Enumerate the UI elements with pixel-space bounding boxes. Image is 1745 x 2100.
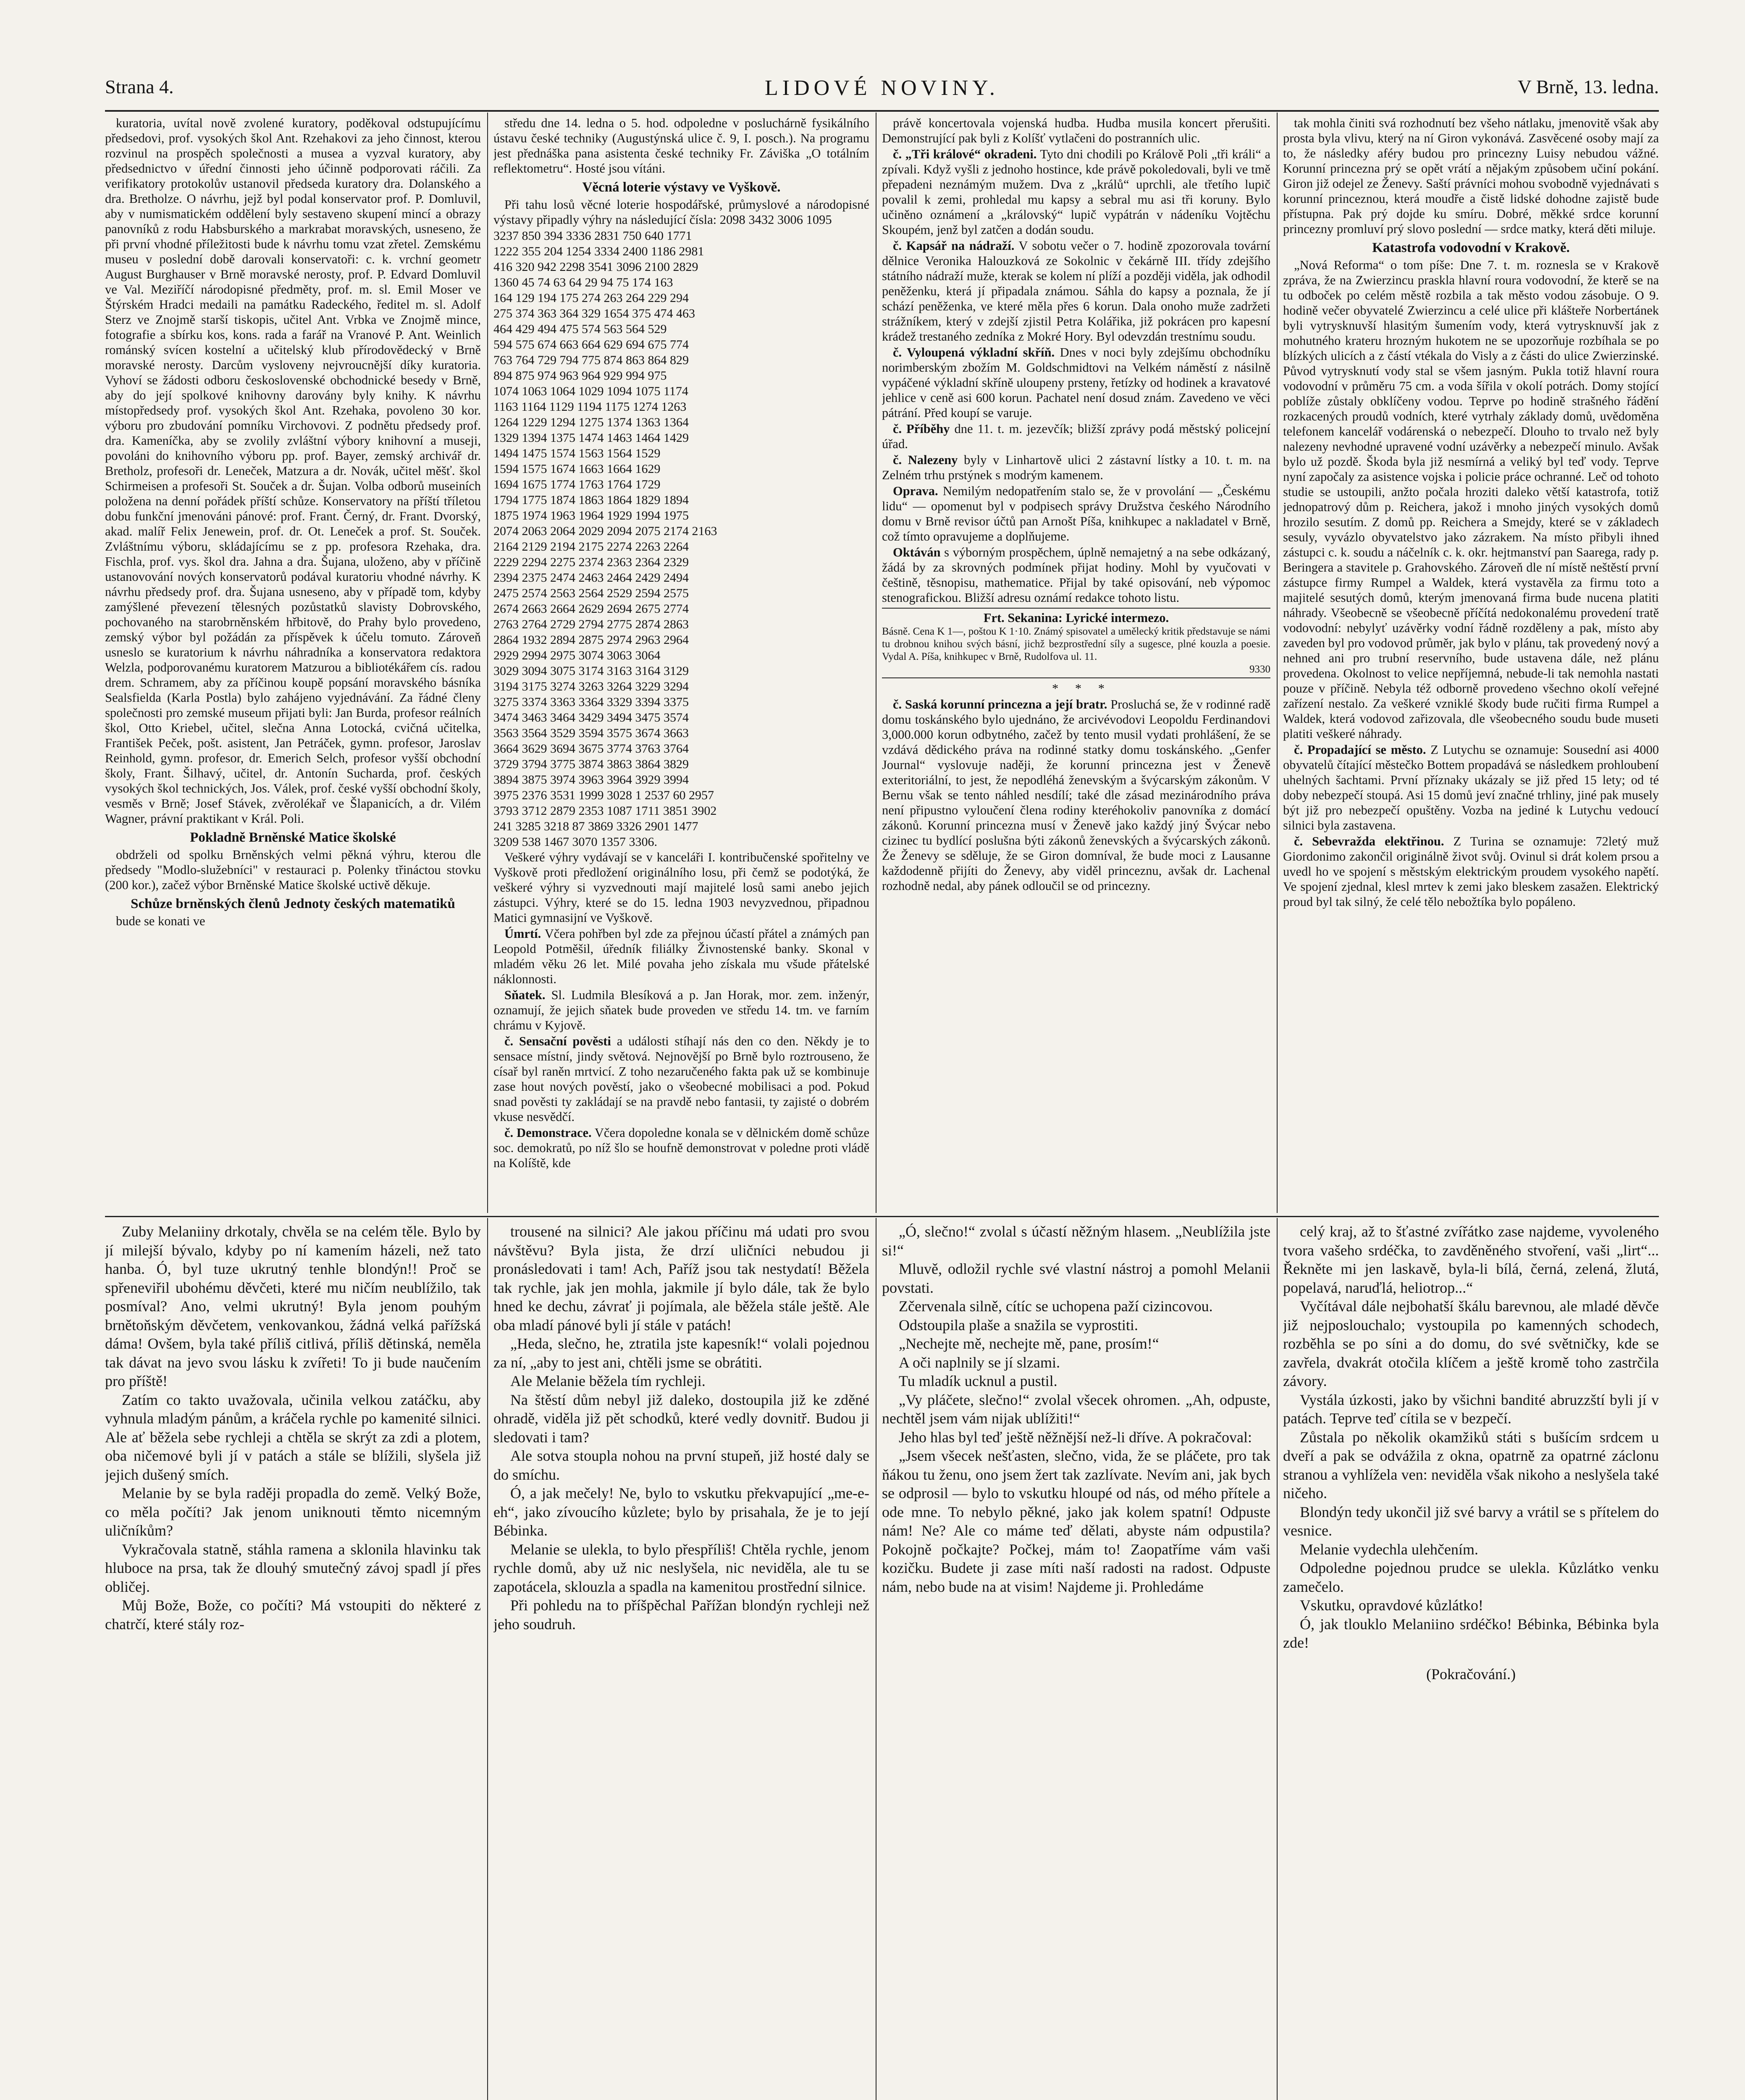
feuilleton-column-2	[493, 1222, 869, 2100]
feuilleton-paragraph: Blondýn tedy ukončil již své barvy a vrátil se s přítelem do vesnice.	[1283, 1503, 1659, 1539]
feuilleton-paragraph: „Heda, slečno, he, ztratila jste kapesník!“ volali pojednou za ní, „aby to jest ani, chtěli jsme se obrátiti.	[493, 1335, 869, 1371]
feuilleton-paragraph: Ó, jak tlouklo Melaniino srdéčko! Bébinka, Bébinka byla zde!	[1283, 1615, 1659, 1651]
article-text: středu dne 14. ledna o 5. hod. odpoledne v posluchárně fysikálního ústavu české techniky (Augustýnská ulice č. 9, I. posch.). Na programu jest přednáška pana asistenta české techniky Fr. Záviška „O totálním reflektometru“. Hosté jsou vítáni.	[493, 116, 869, 176]
lottery-row: 416 320 942 2298 3541 3096 2100 2829	[493, 260, 698, 274]
feuilleton-paragraph: Vystála úzkosti, jako by všichni bandité abruzzští byli jí v patách. Teprve teď cítila se v bezpečí.	[1283, 1391, 1659, 1427]
article-text: s výborným prospěchem, úplně nemajetný a na sebe odkázaný, žádá by za skrovných podmínek přijat hodiny. Mohl by vyučovati v češtině, těsnopisu, mathematice. Přijal by také opisování, neb výpomoc stenografickou. Bližší adresu oznámí redakce tohoto listu.	[882, 545, 1270, 605]
article-text: Sl. Ludmila Blesíková a p. Jan Horak, mor. zem. inženýr, oznamují, že jejich sňatek bude proveden ve středu 14. tm. ve farním chrámu v Kyjově.	[493, 988, 869, 1032]
lottery-row: 1360 45 74 63 64 29 94 75 174 163	[493, 276, 673, 289]
feuilleton-paragraph: trousené na silnici? Ale jakou příčinu má udati pro svou návštěvu? Byla jista, že drzí uličníci nebudou ji pronásledovati i tam! Ach, Paříž jsou tak nestydatí! Běžela tak rychle, jak jen mohla, jakmile jí bylo dále, tak že bylo hned ke dechu, závrať ji pojímala, ale běžela stále ještě. Ale oba mladí pánové byli jí stále v patách!	[493, 1223, 869, 1334]
feuilleton-paragraph: Tu mladík ucknul a pustil.	[899, 1373, 1057, 1389]
lottery-row: 3194 3175 3274 3263 3264 3229 3294	[493, 680, 689, 693]
article-text: Včera dopoledne konala se v dělnickém domě schůze soc. demokratů, po níž šlo se houfně demonstrovat v poledne proti vládě na Kolíště, kde	[493, 1126, 869, 1170]
feuilleton-paragraph: Melanie se ulekla, to bylo přespříliš! Chtěla rychle, jenom rychle domů, aby už nic neslyšela, nic neviděla, ale tu se zapotácela, sklouzla a spadla na kamenitou prostřední silnice.	[493, 1541, 869, 1595]
column-divider	[1277, 113, 1278, 1213]
feuilleton-paragraph: A oči naplnily se jí slzami.	[899, 1354, 1060, 1371]
advert-title: Frt. Sekanina: Lyrické intermezo.	[983, 611, 1169, 625]
feuilleton-paragraph: Melanie by se byla raději propadla do země. Velký Bože, co měla počíti? Jak jenom uniknouti těmto nicemným uličníkům?	[105, 1485, 481, 1539]
article-text: tak mohla činiti svá rozhodnutí bez všeho nátlaku, jmenovitě však aby prosta byla vlivu, který na ní Giron vykonává. Zasvěcené osoby mají za to, že následky aféry budou pro princezny Luisy nebudou vážné. Korunní princezna prý se opět vrátí a nějakým způsobem učiní pokání. Giron již odejel ze Ženevy. Saští právníci mohou svobodně vyjednávati s korunní princeznou, která moudře a čistě lidské dohodne zajistě bude přístupna. Pak prý dojde ku smíru. Dobré, měkké srdce korunní princezny promluví prý slovo poslední — srdce matky, která děti miluje.	[1283, 116, 1659, 236]
column-4	[1283, 116, 1659, 1214]
column-1	[105, 116, 481, 1214]
lottery-row: 2229 2294 2275 2374 2363 2364 2329	[493, 555, 689, 569]
lottery-row: 275 374 363 364 329 1654 375 474 463	[493, 307, 695, 320]
lottery-row: 1594 1575 1674 1663 1664 1629	[493, 462, 661, 476]
lottery-numbers	[493, 228, 869, 850]
lottery-row: 2164 2129 2194 2175 2274 2263 2264	[493, 540, 689, 554]
article-heading: Úmrtí.	[504, 927, 541, 941]
lottery-row: 241 3285 3218 87 3869 3326 2901 1477	[493, 819, 698, 833]
article-text: Z Turina se oznamuje: 72letý muž Giordonimo zakončil originálně život svůj. Ovinul si drát kolem prsou a uvedl ho ve spojení s městským elektrickým proudem vysokého napětí. Ve spojení zjednal, klesl mrtev k zemi jako bleskem zasažen. Elektrický proud byl tak silný, že celé tělo nebožtíka bylo popáleno.	[1283, 834, 1659, 909]
place-date: V Brně, 13. ledna.	[1517, 76, 1659, 97]
lottery-row: 3563 3564 3529 3594 3575 3674 3663	[493, 726, 689, 740]
article-text: Dnes v noci byly zdejšímu obchodníku norimberským zbožím M. Goldschmidtovi na Velkém náměstí z násilně vypáčené výkladní skříně uloupeny prsteny, řetízky od hodinek a kravatové jehlice v ceně asi 600 korun. Pachatel není dosud znám. Zavedeno ve věci pátrání. Před koupí se varuje.	[882, 345, 1270, 420]
lottery-row: 2475 2574 2563 2564 2529 2594 2575	[493, 586, 689, 600]
article-heading: č. Kapsář na nádraží.	[893, 239, 1015, 253]
feuilleton-paragraph: „Nechejte mě, nechejte mě, pane, prosím!“	[899, 1335, 1159, 1352]
column-2	[493, 116, 869, 1214]
lottery-row: 3664 3629 3694 3675 3774 3763 3764	[493, 742, 689, 756]
feuilleton-paragraph: Ale Melanie běžela tím rychleji.	[510, 1373, 706, 1389]
lottery-row: 1794 1775 1874 1863 1864 1829 1894	[493, 493, 689, 507]
advert-text: Básně. Cena K 1—, poštou K 1·10. Známý spisovatel a umělecký kritik představuje se námi tu drobnou knihou svých básní, jichž bezprostřední síly a sugesce, plné kouzla a poesie. Vydal A. Píša, knihkupec v Brně, Rudolfova ul. 11.	[882, 626, 1270, 662]
feuilleton-paragraph: „Ó, slečno!“ zvolal s účastí něžným hlasem. „Neublížila jste si!“	[882, 1223, 1270, 1259]
feuilleton-paragraph: Odstoupila plaše a snažila se vyprostiti.	[899, 1316, 1138, 1334]
feuilleton-column-1	[105, 1222, 481, 2100]
lottery-row: 1222 355 204 1254 3334 2400 1186 2981	[493, 244, 704, 258]
article-text: Veškeré výhry vydávají se v kanceláři I. kontribučenské spořitelny ve Vyškově proti předložení originálního losu, při čemž se podotýká, že veškeré výhry si vyzvednouti mají majitelé losů sami anebo jejich zástupci. Výhry, které se do 15. ledna 1903 nevyzvednou, připadnou Matici gymnasijní ve Vyškově.	[493, 850, 869, 925]
feuilleton-paragraph: Na štěstí dům nebyl již daleko, dostoupila již ke zděné ohradě, viděla již pět schodků, které vedly dovnitř. Budou ji sledovati i tam?	[493, 1391, 869, 1446]
article-text: byly v Linhartově ulici 2 zástavní lístky a 10. t. m. na Zelném trhu prstýnek s modrým kamenem.	[882, 453, 1270, 482]
article-heading: č. Propadající se město.	[1294, 743, 1426, 757]
lottery-row: 1329 1394 1375 1474 1463 1464 1429	[493, 431, 689, 445]
article-heading: Schůze brněnských členů Jednoty českých matematiků	[131, 896, 455, 911]
lottery-row: 763 764 729 794 775 874 863 864 829	[493, 353, 689, 367]
article-text: V sobotu večer o 7. hodině zpozorovala tovární dělnice Veronika Halouzková ze Sokolnic v čekárně III. třídy zdejšího státního nádraží muže, kterak se kolem ní plíží a později viděla, jak odhodil peněženku, která jí připadala známou. Sáhla do kapsy a poznala, že jí schází peněženka, ve které měla přes 6 korun. Dala onoho muže zadržeti strážníkem, který v zdejší zjistil Petra Kolářika, již pokrácen pro kapesní krádež trestaného zedníka z Mokré Hory. Byl odevzdán trestnímu soudu.	[882, 239, 1270, 344]
article-text: dne 11. t. m. jezevčík; bližší zprávy podá městský policejní úřad.	[882, 422, 1270, 451]
article-heading: č. „Tři králové“ okradeni.	[893, 147, 1037, 161]
article-text: Nemilým nedopatřením stalo se, že v provolání — „Českému lidu“ — opomenut byl v podpisech správy Družstva českého Národního domu v Brně revisor účtů pan Arnošt Píša, knihkupec a nakladatel v Brně, což tímto opravujeme a doplňujeme.	[882, 484, 1270, 543]
feuilleton-paragraph: Vyčítával dále nejbohatší škálu barevnou, ale mladé děvče již nejposlouchalo; vystoupila po kamenných schodech, rozběhla se po síni a do domu, do své světničky, kde se zavřela, dvakrát otočila klíčem a ještě kromě toho zastrčila závory.	[1283, 1298, 1659, 1389]
feuilleton-paragraph: Ó, a jak mečely! Ne, bylo to vskutku překvapující „me-e-eh“, jako zívoucího kůzlete; bylo by prisahala, že je to její Bébinka.	[493, 1485, 869, 1539]
article-text: Při tahu losů věcné loterie hospodářské, průmyslové a národopisné výstavy připadly výhry na následující čísla: 2098 3432 3006 1095	[493, 197, 869, 227]
article-heading: Věcná loterie výstavy ve Vyškově.	[582, 180, 781, 195]
lottery-row: 464 429 494 475 574 563 564 529	[493, 322, 667, 336]
article-text: Včera pohřben byl zde za přejnou účastí přátel a známých pan Leopold Potměšil, úředník filiálky Živnostenské banky. Skonal v mladém věku 26 let. Milé povaha jeho získala mu všude přátelské náklonnosti.	[493, 927, 869, 986]
to-be-continued: (Pokračování.)	[1426, 1665, 1516, 1683]
feuilleton-paragraph: Zůstala po několik okamžiků státi s bušícím srdcem u dveří a pak se odvážila z okna, opatrně za opatrné záclonu stranou a vyhlížela ven: neviděla však nikoho a neslyšela také ničeho.	[1283, 1428, 1659, 1502]
newspaper-title: LIDOVÉ NOVINY.	[765, 76, 999, 100]
lottery-row: 1264 1229 1294 1275 1374 1363 1364	[493, 415, 689, 429]
separator-stars: * * *	[1052, 681, 1111, 696]
page-header	[105, 76, 1659, 109]
feuilleton-paragraph: Při pohledu na to příšpěchal Pařížan blondýn rychleji než jeho soudruh.	[493, 1597, 869, 1633]
lottery-row: 3029 3094 3075 3174 3163 3164 3129	[493, 664, 689, 678]
article-heading: č. Demonstrace.	[504, 1126, 592, 1140]
lottery-row: 2929 2994 2975 3074 3063 3064	[493, 648, 661, 662]
feuilleton-paragraph: „Jsem všecek nešťasten, slečno, vida, že se pláčete, pro tak ňákou tu ženu, ono jsem žert tak zazlívate. Nevím ani, jak bych se odprosil — bylo to vskutku hloupé od nás, od mého přítele a ode mne. To nebylo pěkné, jako jak kolem spatní! Odpuste nám! Ne? Ale co máme teď dělati, abyste nám odpustila? Pokojně počkajte? Počkej, mám to! Zaopatříme vám vaši kozičku. Budete ji zase míti naší radosti na radost. Odpuste nám, nebo bude na at visim! Najdeme ji. Prohledáme	[882, 1447, 1270, 1595]
article-heading: č. Saská korunní princezna a její bratr.	[893, 697, 1107, 711]
feuilleton-paragraph: „Vy pláčete, slečno!“ zvolal všecek ohromen. „Ah, odpuste, nechtěl jsem vám nijak ublížiti!“	[882, 1391, 1270, 1427]
lottery-row: 1494 1475 1574 1563 1564 1529	[493, 446, 661, 460]
lottery-row: 594 575 674 663 664 629 694 675 774	[493, 338, 689, 352]
article-heading: č. Sebevražda elektřinou.	[1294, 834, 1444, 848]
article-text: Tyto dni chodili po Králově Poli „tři králi“ a zpívali. Když vyšli z jednoho hostince, kde právě pokoledovali, byli ve tmě přepadeni neznámým mužem. Dva z „králů“ uprchli, ale třetího lupič povalil k zemi, prohledal mu kapsy a sebral mu asi tři koruny. Bylo učiněno oznámení a „královský“ lupič vypátrán v nádeníku Vojtěchu Skoupém, jenž byl zatčen a dodán soudu.	[882, 147, 1270, 237]
article-heading: Oprava.	[893, 484, 938, 498]
lottery-row: 3975 2376 3531 1999 3028 1 2537 60 2957	[493, 788, 714, 802]
lottery-row: 3729 3794 3775 3874 3863 3864 3829	[493, 757, 689, 771]
feuilleton-paragraph: Mluvě, odložil rychle své vlastní nástroj a pomohl Melanii povstati.	[882, 1260, 1270, 1296]
article-text: kuratoria, uvítal nově zvolené kuratory, poděkoval odstupujícímu předsedovi, prof. vysokých škol Ant. Rzehakovi za jeho činnost, kterou rozvinul na prospěch společnosti a musea a vyzval kuratory, aby předsednictvo v úřední činnosti jeho účinně podporovati ráčili. Za verifikatory protokolův ustanovil předseda kuratory dra. Dolanského a dra. Bretholze. O návrhu, jejž byl podal konservator prof. P. Domluvil, aby v numismatickém oddělení byly sestaveno skupení mincí a obrazy panovníků z rodu Habsburského a markrabat moravských, usneseno, že při první vhodné příležitosti bude k návrhu tomu vzat zřetel. Zemskému museu v poslední době darovali konservatoři: c. k. vrchní geometr August Burghauser v Brně moravské nerosty, prof. P. Edvard Domluvil ve Val. Meziříčí národopisné předměty, prof. m. sl. Emil Moser ve Štýrském Hradci medaili na památku Radeckého, ředitel m. sl. Adolf Sterz ve Znojmě starší tiskopis, učitel Ant. Vrbka ve Znojmě mince, fotografie a sbírku kos, kons. rada a farář na Vranové P. Ant. Weinlich románský svícen kostelní a učitelský klub přírodovědecký v Brně moravské nerosty. Darcům vysloveny nejvroucnější díky kuratoria. Vyhoví se žádosti odboru československé obchodnické besedy v Brně, aby do její spolkové knihovny darovány byly knihy. K návrhu místopředsedy prof. vysokých škol Ant. Rzehaka, povoleno 30 kor. výboru pro zbudování pomníku Virchovovi. Z podnětu předsedy prof. dra. Kameníčka, aby se zvolily zvláštní výbory knihovní a museji, povoláni do knihovního výboru pp. prof. Bayer, zemský archivář dr. Bretholz, profesoři dr. Leneček, Matzura a dr. Novák, učitel měšť. škol Schirmeisen a profesoři St. Souček a dr. Šujan. Volba odborů museiních položena na denní pořádek příští schůze. Konservatory na příští tříletou dobu funkční jmenováni pánové: prof. Frant. Černý, dr. Frant. Dvorský, akad. malíř Felix Jenewein, prof. dr. Ot. Leneček a prof. St. Souček. Zvláštnímu výboru, skládajícímu se z pp. profesora Rzehaka, dra. Fischla, prof. vys. škol dra. Jahna a dra. Šujana, uloženo, aby v příčině ustanovování nových konservatorů podával kuratoriu vhodné návrhy. K návrhu předsedy prof. dra. Šujana usneseno, aby v případě tom, kdyby zamýšlené převezení tělesných pozůstatků slavisty Dobrovského, pochovaného na starobrněnském hřbitově, do Prahy bylo provedeno, zemský výbor byl požádán za příspěvek k účelu tomuto. Zároveň usneslo se kuratorium k návrhu náhradníka a konservatora redaktora Welzla, podporovanému kuratorem Matzurou a bibliotékářem cís. radou drem. Schramem, aby za příčinou koupě popsání moravského básníka Sealsfielda (Karla Postla) bylo zahájeno vyjednávání. Za řádné členy společnosti pro zemské museum přijati byli: Jan Burda, profesor reálních škol, Otto Kriebel, učitel, slečna Anna Lotocká, cvičná učitelka, František Peček, pošt. asistent, Jan Petráček, gymn. profesor, Jaroslav Reinhold, gymn. profesor, dr. Emerich Selch, profesor vyšší obchodní školy, Frant. Šilhavý, učitel, dr. Antonín Sucharda, prof. českých vysokých škol technických, Jos. Válek, prof. české vyšší obchodní školy, vesměs v Brně; Josef Stávek, zvěrolékař ve Šlapanicích, a dr. Vilém Wagner, právní praktikant v Král. Poli.	[105, 116, 481, 826]
feuilleton-paragraph: celý kraj, až to šťastné zvířátko zase najdeme, vyvoleného tvora vašeho srdéčka, to zavděněného stvoření, vaši „lirt“... Řekněte mi jen laskavě, byla-li bílá, černá, zelená, žlutá, popelavá, naruďlá, heliotrop...“	[1283, 1223, 1659, 1296]
feuilleton-paragraph: Vskutku, opravdové kůzlátko!	[1300, 1597, 1483, 1614]
lottery-row: 2394 2375 2474 2463 2464 2429 2494	[493, 571, 689, 585]
article-heading: č. Příběhy	[893, 422, 950, 436]
lottery-row: 1875 1974 1963 1964 1929 1994 1975	[493, 509, 689, 522]
feuilleton-rule	[105, 1216, 1659, 1217]
lottery-row: 3474 3463 3464 3429 3494 3475 3574	[493, 711, 689, 724]
column-divider	[1277, 1218, 1278, 2100]
article-heading: č. Vyloupená výkladní skříň.	[893, 345, 1055, 360]
article-text: bude se konati ve	[116, 914, 205, 928]
header-rule	[105, 110, 1659, 112]
lottery-row: 3894 3875 3974 3963 3964 3929 3994	[493, 773, 689, 787]
article-text: Prosluchá se, že v rodinné radě domu toskánského bylo ujednáno, že arcivévodovi Leopoldu Ferdinandovi 3,000.000 korun odbytného, začež by tento musil vydati prohlášení, že se vzdává dědického práva na rodinné statky domu toskánského. „Genfer Journal“ vyslovuje naději, že korunní princezna jest v Ženevě exteritoriální, to jest, že nepodléhá ženevským a švýcarským zákonům. V Bernu však se tento náhled nesdílí; také dle zásad mezinárodního práva není připustno vyloučení člena rodiny kteréhokoliv panovníka z domácí zákonů. Korunní princezna musí v Ženevě jako každý jiný Švýcar nebo cizinec tu bydlící poslušna býti zákonů ženevských a švýcarských zákonů. Že Ženevy se sděluje, že se Giron domníval, že bude moci z Lausanne každodenně přijíti do Ženevy, aby viděl princeznu, avšak dr. Lachenal rozhodně nedal, aby pánek odloučil se od princezny.	[882, 697, 1270, 893]
advert-number: 9330	[1249, 664, 1270, 675]
column-divider	[487, 113, 488, 1213]
feuilleton-column-3	[882, 1222, 1270, 2100]
article-heading: Pokladně Brněnské Matice školské	[190, 830, 396, 845]
lottery-row: 2074 2063 2064 2029 2094 2075 2174 2163	[493, 524, 717, 538]
feuilleton-column-4	[1283, 1222, 1659, 2100]
column-divider	[487, 1218, 488, 2100]
lottery-row: 1694 1675 1774 1763 1764 1729	[493, 478, 661, 491]
column-3	[882, 116, 1270, 1214]
feuilleton-paragraph: Odpoledne pojednou prudce se ulekla. Kůzlátko venku zamečelo.	[1283, 1559, 1659, 1595]
article-text: a události stíhají nás den co den. Někdy je to sensace místní, jindy světová. Nejnovější po Brně bylo roztrouseno, že císař byl raněn mrtvicí. Z toho nezaručeného fakta pak už se kombinuje zase hout nových pověstí, jako o všeobecné mobilisaci a pod. Pokud snad pověsti ty zakládají se na pravdě nebo fantasii, ty zajisté o dobrém vkuse nesvědčí.	[493, 1034, 869, 1124]
article-heading: č. Nalezeny	[893, 453, 958, 467]
lottery-row: 894 875 974 963 964 929 994 975	[493, 369, 667, 383]
article-heading: Katastrofa vodovodní v Krakově.	[1372, 240, 1570, 255]
feuilleton-paragraph: Jeho hlas byl teď ještě něžnější než-li dříve. A pokračoval:	[899, 1428, 1252, 1446]
lottery-row: 2674 2663 2664 2629 2694 2675 2774	[493, 602, 689, 616]
page-number: Strana 4.	[105, 76, 174, 97]
lottery-row: 164 129 194 175 274 263 264 229 294	[493, 291, 689, 305]
feuilleton-paragraph: Zatím co takto uvažovala, učinila velkou zatáčku, aby vyhnula mladým pánům, a kráčela rychle po kamenité silnici. Ale ať běžela sebe rychleji a chtěla se skrýt za zdi a plotem, oba ničemové byli jí v patách a stále se blížili, slyšela již jejich dušený smích.	[105, 1391, 481, 1483]
lottery-row: 2763 2764 2729 2794 2775 2874 2863	[493, 617, 689, 631]
feuilleton-paragraph: Zuby Melaniiny drkotaly, chvěla se na celém těle. Bylo by jí milejší bývalo, kdyby po ní kamením házeli, než tato hanba. Ó, byl tuze ukrutný tenhle blondýn!! Proč se spřeneviřil ubohému děvčeti, které mu ničím neublížilo, tak posmíval? Ano, velmi ukrutný! Byla jenom pouhým brnětoňským děvčetem, venkovankou, žádná velká pařížská dáma! Ovšem, byla také příliš citlivá, příliš dětinská, neměla tak dávat na jevo svou lásku k zvířeti! To ji bude naučením pro příště!	[105, 1223, 481, 1389]
feuilleton-paragraph: Můj Bože, Bože, co počíti? Má vstoupiti do některé z chatrčí, které stály roz-	[105, 1597, 481, 1633]
book-advert	[882, 608, 1270, 678]
feuilleton-paragraph: Zčervenala silně, cítíc se uchopena paží cizincovou.	[899, 1298, 1213, 1315]
lottery-row: 3209 538 1467 3070 1357 3306.	[493, 835, 657, 849]
lottery-row: 3237 850 394 3336 2831 750 640 1771	[493, 229, 692, 243]
article-text: Z Lutychu se oznamuje: Sousední asi 4000 obyvatelů čítající městečko Bottem propadává se následkem prohloubení uhelných šachtami. První příznaky ukázaly se již před 15 lety; od té doby nebezpečí stoupá. Asi 15 domů jeví značné trhliny, jiné pak musely být již pro nebezpečí opuštěny. Vozba na jediné k Lutychu vedoucí silnici byla zastavena.	[1283, 743, 1659, 832]
feuilleton-paragraph: Ale sotva stoupla nohou na první stupeň, již hosté daly se do smíchu.	[493, 1447, 869, 1483]
article-text: právě koncertovala vojenská hudba. Hudba musila koncert přerušiti. Demonstrující pak byli z Kolíšť vytlačeni do postranních ulic.	[882, 116, 1270, 145]
lottery-row: 3275 3374 3363 3364 3329 3394 3375	[493, 695, 689, 709]
article-heading: Sňatek.	[504, 988, 546, 1002]
lottery-row: 1163 1164 1129 1194 1175 1274 1263	[493, 400, 687, 414]
lottery-row: 2864 1932 2894 2875 2974 2963 2964	[493, 633, 689, 647]
article-heading: č. Sensační pověsti	[504, 1034, 611, 1048]
feuilleton-paragraph: Vykračovala statně, stáhla ramena a sklonila hlavinku tak hluboce na prsa, tak že dlouhý smutečný závoj spadl jí přes obličej.	[105, 1541, 481, 1595]
lottery-row: 3793 3712 2879 2353 1087 1711 3851 3902	[493, 804, 717, 818]
article-heading: Oktáván	[893, 545, 941, 559]
lottery-row: 1074 1063 1064 1029 1094 1075 1174	[493, 384, 688, 398]
feuilleton-paragraph: Melanie vydechla ulehčením.	[1300, 1541, 1478, 1558]
article-text: „Nová Reforma“ o tom píše: Dne 7. t. m. roznesla se v Krakově zpráva, že na Zwierzincu praskla hlavní roura vodovodní, že kterě se na tu odboček po celém městě rozbila a tak město vodou zásobuje. O 9. hodině večer obyvatelé Zwierzincu a celé ulice při klášteře Norbertánek byli vytrysknuvší hlasitým šumením vody, která vytrysknuvší jak z mohutného krateru hrozným hukotem ne se upozorňuje rozbíhala se po blízkých ulicích a z částí vtékala do Visly a z části do ulice Zwierzinské. Původ vytrysknutí vody stal se všem jasným. Pukla totiž hlavní roura vodovodní v průměru 75 cm. a voda šířila v okolí potrách. Domy stojící poblíže zůstaly obklíčeny vodou. Teprve po hodině strašného řádění rozkacených proudů vodních, které vytrhaly základy domů, uvědoměna telefonem kancelář vodárenská o nebezpečí. Dlouho to trvalo než byly nalezeny nevhodné upravené vodní uzávěrky a nebezpečí minulo. Avšak bylo už pozdě. Škoda byla již nesmírná a veliký byl teď vody. Teprve nyní započaly za asistence vojska i policie práce ochranné. Leč od tohoto studie se ustoupili, anžto počala hroziti daleko větší katastrofa, totiž jednopatrový dům p. Reichera, jakož i mnoho jiných vysokých domů hrozilo sesutím. Z domů pp. Reichera a Smejdy, které se v základech sesuly, vyvázlo obyvatelstvo jako zázrakem. Na místo přibyli ihned zástupci c. k. soudu a náčelník c. k. okr. hejtmanství pan Saarega, rady p. Beringera a stavitele p. Grahovského. Zároveň dle ní místě neštěstí první zástupce firmy Rumpel a Waldek, která vystavěla za firmu toto a majitelé sesutých domů, kterým jmenovaná firma bude nucena platiti náhrady. Všeobecně se všeobecně příčítá nedokonalému provedení tratě vodovodní: nebylyť uzávěrky vodní řádně rozděleny a pak, místo aby zaveden byl pro vodovod průměr, jak bylo v plánu, tak provedený nový a nehned ani pro trubní reservního, bude ustavena dále, než plánu provedena. Okolnost to velice nepříjemná, nebude-li tak nemohla nastati pouze v příčině. Nebyla též odborně provedeno všechno okolí veřejné zařízení nestalo. Za veškeré vzniklé škody bude ručiti firma Rumpel a Waldek, která vodovod zařizovala, dle všeobecného soudu bude museti platiti veškeré náhrady.	[1283, 258, 1659, 741]
article-text: obdrželi od spolku Brněnských velmi pěkná výhru, kterou dle předsedy "Modlo-služebníci" v restauraci p. Polenky třináctou stovku (200 kor.), začež výbor Brněnské Matice školské uctivě děkuje.	[105, 848, 481, 892]
